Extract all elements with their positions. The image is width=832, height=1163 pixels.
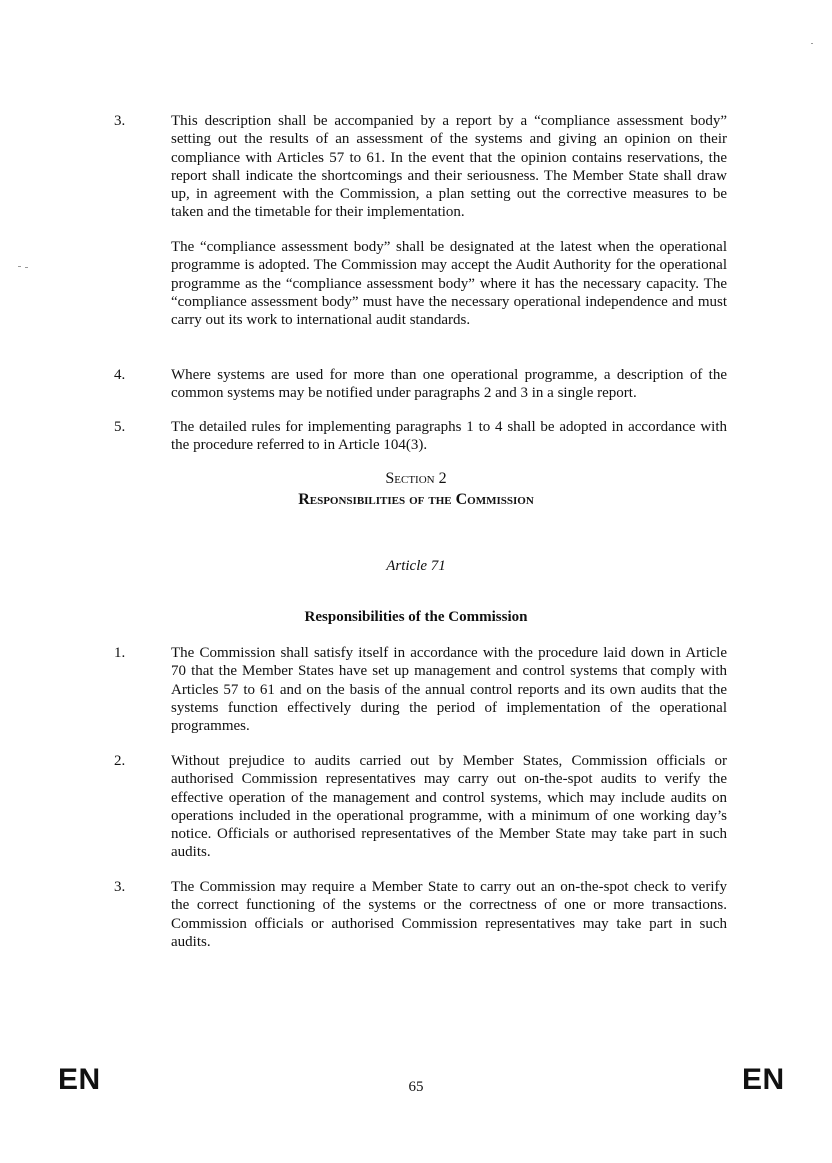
scan-speck: [18, 266, 21, 267]
paragraph-number: 1.: [114, 645, 126, 661]
paragraph-number: 2.: [114, 753, 126, 769]
paragraph-number: 3.: [114, 879, 126, 895]
paragraph-text: The Commission may require a Member State to carry out an on-the-spot check to verify the correct functioning of the systems or the correctness of one or more transactions. Commission officials or authorised Commission representatives may take part in such audits.: [171, 879, 727, 950]
paragraph-number: 3.: [114, 113, 126, 129]
paragraph-text: The Commission shall satisfy itself in accordance with the procedure laid down in Article 70 that the Member States have set up management and control systems that comply with Articles 57 to 61 and on the basis of the annual control reports and its own audits that the systems function effectively during the period of implementation of the operational programmes.: [171, 645, 727, 735]
paragraph-text: The “compliance assessment body” shall be designated at the latest when the operational programme is adopted. The Commission may accept the Audit Authority for the operational programme as the “compliance assessment body” where it has the necessary capacity. The “compliance assessment body” must have the necessary operational independence and must carry out its work to international audit standards.: [171, 239, 727, 329]
language-code-left: EN: [58, 1063, 101, 1096]
article-label: Article 71: [386, 558, 446, 574]
paragraph-text: The detailed rules for implementing paragraphs 1 to 4 shall be adopted in accordance with the procedure referred to in Article 104(3).: [171, 419, 727, 454]
paragraph-text: This description shall be accompanied by a report by a “compliance assessment body” setting out the results of an assessment of the systems and giving an opinion on their compliance with Articles 57 to 61. In the event that the opinion contains reservations, the report shall indicate the shortcomings and their seriousness. The Member State shall draw up, in agreement with the Commission, a plan setting out the corrective measures to be taken and the timetable for their implementation.: [171, 113, 727, 221]
paragraph-number: 5.: [114, 419, 126, 435]
paragraph-text: Where systems are used for more than one operational programme, a description of the common systems may be notified under paragraphs 2 and 3 in a single report.: [171, 367, 727, 402]
language-code-right: EN: [742, 1063, 785, 1096]
section-title: Responsibilities of the Commission: [298, 491, 534, 508]
section-label: Section 2: [385, 470, 447, 487]
page-number: 65: [408, 1079, 424, 1095]
article-title: Responsibilities of the Commission: [304, 609, 528, 625]
paragraph-text: Without prejudice to audits carried out by Member States, Commission officials or authorised Commission representatives may carry out on-the-spot audits to verify the effective operation of the management and control systems, which may include audits on operations included in the operational programme, with a minimum of one working day’s notice. Officials or authorised representatives of the Member State may take part in such audits.: [171, 753, 727, 861]
scan-speck: [25, 267, 28, 268]
scan-speck: [811, 43, 813, 44]
paragraph-number: 4.: [114, 367, 126, 383]
